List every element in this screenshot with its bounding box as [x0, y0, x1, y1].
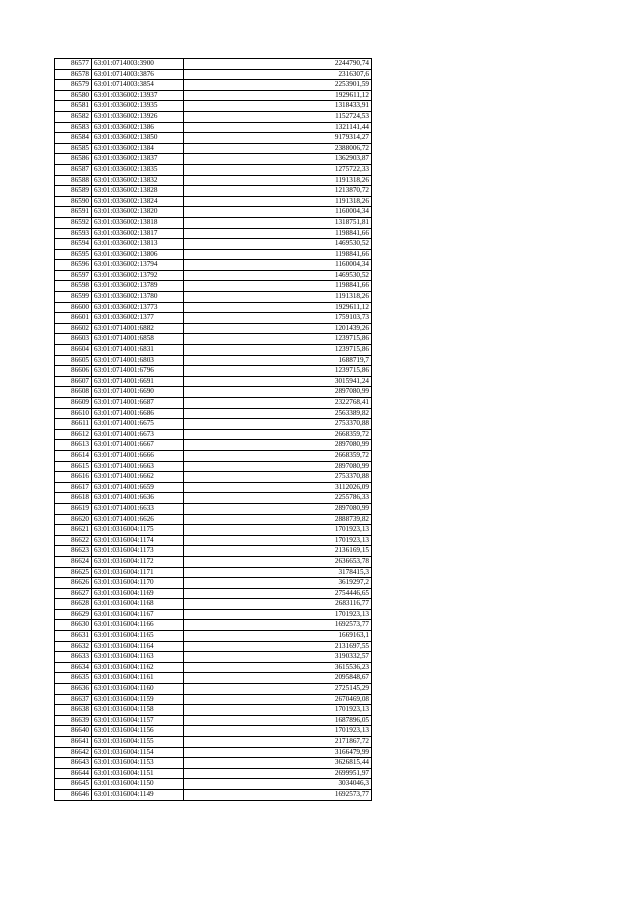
table-row: [55, 578, 372, 589]
row-number-cell: 86611: [55, 419, 92, 430]
table-row: [55, 609, 372, 620]
cadastral-value-cell: 1160004,34: [184, 207, 372, 218]
row-number-cell: 86613: [55, 440, 92, 451]
row-number-cell: 86604: [55, 345, 92, 356]
row-number-cell: 86643: [55, 758, 92, 769]
table-row: [55, 758, 372, 769]
cadastral-number-cell: 63:01:0316004:1170: [92, 578, 184, 589]
cadastral-value-cell: 2754446,65: [184, 588, 372, 599]
table-row: [55, 461, 372, 472]
cadastral-number-cell: 63:01:0316004:1161: [92, 673, 184, 684]
cadastral-value-cell: 1692573,77: [184, 789, 372, 800]
table-row: [55, 419, 372, 430]
table-row: [55, 588, 372, 599]
cadastral-number-cell: 63:01:0336002:13820: [92, 207, 184, 218]
cadastral-value-cell: 1701923,13: [184, 525, 372, 536]
row-number-cell: 86578: [55, 69, 92, 80]
row-number-cell: 86581: [55, 101, 92, 112]
table-row: [55, 122, 372, 133]
table-body: [55, 59, 372, 801]
cadastral-value-cell: 2171867,72: [184, 737, 372, 748]
cadastral-value-cell: 1688719,7: [184, 355, 372, 366]
row-number-cell: 86617: [55, 482, 92, 493]
cadastral-number-cell: 63:01:0714003:3876: [92, 69, 184, 80]
cadastral-value-cell: 3178415,3: [184, 567, 372, 578]
cadastral-value-cell: 3166479,99: [184, 747, 372, 758]
row-number-cell: 86595: [55, 249, 92, 260]
cadastral-number-cell: 63:01:0714001:6691: [92, 376, 184, 387]
cadastral-number-cell: 63:01:0316004:1158: [92, 705, 184, 716]
row-number-cell: 86577: [55, 59, 92, 70]
row-number-cell: 86607: [55, 376, 92, 387]
table-row: [55, 90, 372, 101]
cadastral-value-cell: 2316307,6: [184, 69, 372, 80]
cadastral-value-cell: 1198841,66: [184, 249, 372, 260]
cadastral-number-cell: 63:01:0336002:13935: [92, 101, 184, 112]
cadastral-value-cell: 2683116,77: [184, 599, 372, 610]
cadastral-number-cell: 63:01:0316004:1174: [92, 535, 184, 546]
table-row: [55, 69, 372, 80]
table-row: [55, 207, 372, 218]
cadastral-number-cell: 63:01:0316004:1171: [92, 567, 184, 578]
row-number-cell: 86621: [55, 525, 92, 536]
cadastral-number-cell: 63:01:0316004:1155: [92, 737, 184, 748]
row-number-cell: 86590: [55, 196, 92, 207]
cadastral-value-cell: 3034046,3: [184, 779, 372, 790]
table-row: [55, 535, 372, 546]
cadastral-value-cell: 1469530,52: [184, 270, 372, 281]
cadastral-number-cell: 63:01:0336002:1384: [92, 143, 184, 154]
cadastral-number-cell: 63:01:0336002:13789: [92, 281, 184, 292]
table-row: [55, 556, 372, 567]
cadastral-number-cell: 63:01:0336002:13773: [92, 302, 184, 313]
row-number-cell: 86586: [55, 154, 92, 165]
table-row: [55, 747, 372, 758]
cadastral-number-cell: 63:01:0714001:6858: [92, 334, 184, 345]
cadastral-value-cell: 2255786,33: [184, 493, 372, 504]
table-row: [55, 779, 372, 790]
cadastral-number-cell: 63:01:0336002:13937: [92, 90, 184, 101]
row-number-cell: 86646: [55, 789, 92, 800]
table-row: [55, 737, 372, 748]
table-row: [55, 133, 372, 144]
cadastral-value-cell: 2322768,41: [184, 398, 372, 409]
cadastral-number-cell: 63:01:0714001:6796: [92, 366, 184, 377]
cadastral-number-cell: 63:01:0336002:13780: [92, 292, 184, 303]
row-number-cell: 86589: [55, 186, 92, 197]
row-number-cell: 86641: [55, 737, 92, 748]
cadastral-number-cell: 63:01:0336002:13926: [92, 111, 184, 122]
cadastral-number-cell: 63:01:0316004:1165: [92, 631, 184, 642]
table-row: [55, 662, 372, 673]
row-number-cell: 86645: [55, 779, 92, 790]
table-row: [55, 175, 372, 186]
cadastral-value-cell: 2131697,55: [184, 641, 372, 652]
cadastral-value-cell: 2897080,99: [184, 503, 372, 514]
row-number-cell: 86608: [55, 387, 92, 398]
cadastral-value-cell: 2897080,99: [184, 461, 372, 472]
cadastral-value-cell: 1701923,13: [184, 705, 372, 716]
cadastral-number-cell: 63:01:0316004:1173: [92, 546, 184, 557]
table-row: [55, 503, 372, 514]
cadastral-value-cell: 2095848,67: [184, 673, 372, 684]
cadastral-number-cell: 63:01:0714001:6659: [92, 482, 184, 493]
cadastral-value-cell: 1201439,26: [184, 323, 372, 334]
cadastral-number-cell: 63:01:0316004:1167: [92, 609, 184, 620]
table-row: [55, 196, 372, 207]
cadastral-number-cell: 63:01:0714001:6690: [92, 387, 184, 398]
row-number-cell: 86587: [55, 164, 92, 175]
row-number-cell: 86640: [55, 726, 92, 737]
cadastral-value-cell: 3112026,09: [184, 482, 372, 493]
cadastral-number-cell: 63:01:0336002:13792: [92, 270, 184, 281]
row-number-cell: 86598: [55, 281, 92, 292]
row-number-cell: 86629: [55, 609, 92, 620]
cadastral-value-cell: 2753370,88: [184, 472, 372, 483]
row-number-cell: 86624: [55, 556, 92, 567]
cadastral-value-cell: 2753370,88: [184, 419, 372, 430]
cadastral-value-cell: 1318751,81: [184, 217, 372, 228]
cadastral-value-cell: 1701923,13: [184, 535, 372, 546]
cadastral-value-cell: 1191318,26: [184, 175, 372, 186]
row-number-cell: 86623: [55, 546, 92, 557]
row-number-cell: 86638: [55, 705, 92, 716]
cadastral-value-cell: 2888739,82: [184, 514, 372, 525]
table-row: [55, 366, 372, 377]
cadastral-number-cell: 63:01:0714001:6673: [92, 429, 184, 440]
table-row: [55, 334, 372, 345]
cadastral-number-cell: 63:01:0316004:1172: [92, 556, 184, 567]
row-number-cell: 86625: [55, 567, 92, 578]
table-row: [55, 652, 372, 663]
cadastral-value-cell: 1759103,73: [184, 313, 372, 324]
row-number-cell: 86596: [55, 260, 92, 271]
table-row: [55, 59, 372, 70]
cadastral-number-cell: 63:01:0714001:6882: [92, 323, 184, 334]
cadastral-number-cell: 63:01:0316004:1151: [92, 768, 184, 779]
cadastral-value-cell: 3615536,23: [184, 662, 372, 673]
cadastral-value-cell: 2699951,97: [184, 768, 372, 779]
cadastral-number-cell: 63:01:0714001:6687: [92, 398, 184, 409]
table-row: [55, 398, 372, 409]
table-row: [55, 482, 372, 493]
cadastral-value-cell: 1213870,72: [184, 186, 372, 197]
cadastral-value-cell: 1198841,66: [184, 228, 372, 239]
row-number-cell: 86618: [55, 493, 92, 504]
row-number-cell: 86634: [55, 662, 92, 673]
cadastral-number-cell: 63:01:0714003:3900: [92, 59, 184, 70]
row-number-cell: 86601: [55, 313, 92, 324]
cadastral-number-cell: 63:01:0714001:6663: [92, 461, 184, 472]
table-row: [55, 164, 372, 175]
cadastral-number-cell: 63:01:0316004:1164: [92, 641, 184, 652]
row-number-cell: 86584: [55, 133, 92, 144]
table-row: [55, 408, 372, 419]
row-number-cell: 86630: [55, 620, 92, 631]
table-row: [55, 186, 372, 197]
cadastral-value-cell: 1692573,77: [184, 620, 372, 631]
row-number-cell: 86580: [55, 90, 92, 101]
cadastral-value-cell: 1160004,34: [184, 260, 372, 271]
row-number-cell: 86579: [55, 80, 92, 91]
cadastral-value-cell: 3626815,44: [184, 758, 372, 769]
cadastral-number-cell: 63:01:0316004:1153: [92, 758, 184, 769]
cadastral-number-cell: 63:01:0316004:1157: [92, 715, 184, 726]
table-row: [55, 355, 372, 366]
cadastral-value-cell: 2563389,82: [184, 408, 372, 419]
row-number-cell: 86597: [55, 270, 92, 281]
row-number-cell: 86626: [55, 578, 92, 589]
table-row: [55, 620, 372, 631]
table-row: [55, 143, 372, 154]
row-number-cell: 86582: [55, 111, 92, 122]
cadastral-number-cell: 63:01:0336002:13794: [92, 260, 184, 271]
row-number-cell: 86606: [55, 366, 92, 377]
cadastral-value-cell: 2636653,78: [184, 556, 372, 567]
row-number-cell: 86631: [55, 631, 92, 642]
cadastral-number-cell: 63:01:0714001:6626: [92, 514, 184, 525]
table-row: [55, 694, 372, 705]
row-number-cell: 86603: [55, 334, 92, 345]
table-row: [55, 599, 372, 610]
cadastral-value-cell: 1362903,87: [184, 154, 372, 165]
table-row: [55, 239, 372, 250]
row-number-cell: 86593: [55, 228, 92, 239]
row-number-cell: 86637: [55, 694, 92, 705]
row-number-cell: 86635: [55, 673, 92, 684]
table-row: [55, 111, 372, 122]
cadastral-value-table-container: [54, 58, 372, 801]
table-row: [55, 387, 372, 398]
cadastral-number-cell: 63:01:0336002:1386: [92, 122, 184, 133]
cadastral-value-table: [54, 58, 372, 801]
row-number-cell: 86627: [55, 588, 92, 599]
cadastral-number-cell: 63:01:0714001:6686: [92, 408, 184, 419]
cadastral-number-cell: 63:01:0336002:13837: [92, 154, 184, 165]
cadastral-value-cell: 2668359,72: [184, 429, 372, 440]
table-row: [55, 292, 372, 303]
cadastral-value-cell: 1669163,1: [184, 631, 372, 642]
row-number-cell: 86594: [55, 239, 92, 250]
table-row: [55, 631, 372, 642]
cadastral-number-cell: 63:01:0316004:1150: [92, 779, 184, 790]
table-row: [55, 302, 372, 313]
row-number-cell: 86583: [55, 122, 92, 133]
cadastral-number-cell: 63:01:0336002:13824: [92, 196, 184, 207]
cadastral-number-cell: 63:01:0714003:3854: [92, 80, 184, 91]
row-number-cell: 86619: [55, 503, 92, 514]
cadastral-number-cell: 63:01:0714001:6667: [92, 440, 184, 451]
cadastral-value-cell: 1152724,53: [184, 111, 372, 122]
cadastral-value-cell: 1239715,86: [184, 334, 372, 345]
row-number-cell: 86591: [55, 207, 92, 218]
cadastral-value-cell: 3190332,57: [184, 652, 372, 663]
row-number-cell: 86588: [55, 175, 92, 186]
cadastral-number-cell: 63:01:0714001:6662: [92, 472, 184, 483]
cadastral-value-cell: 2897080,99: [184, 387, 372, 398]
table-row: [55, 228, 372, 239]
table-row: [55, 641, 372, 652]
table-row: [55, 260, 372, 271]
cadastral-number-cell: 63:01:0316004:1149: [92, 789, 184, 800]
cadastral-number-cell: 63:01:0714001:6803: [92, 355, 184, 366]
cadastral-value-cell: 1191318,26: [184, 196, 372, 207]
cadastral-number-cell: 63:01:0316004:1166: [92, 620, 184, 631]
row-number-cell: 86616: [55, 472, 92, 483]
cadastral-number-cell: 63:01:0316004:1163: [92, 652, 184, 663]
cadastral-number-cell: 63:01:0336002:13832: [92, 175, 184, 186]
table-row: [55, 673, 372, 684]
cadastral-value-cell: 1239715,86: [184, 345, 372, 356]
row-number-cell: 86599: [55, 292, 92, 303]
cadastral-number-cell: 63:01:0714001:6675: [92, 419, 184, 430]
table-row: [55, 684, 372, 695]
row-number-cell: 86615: [55, 461, 92, 472]
table-row: [55, 567, 372, 578]
cadastral-number-cell: 63:01:0316004:1162: [92, 662, 184, 673]
cadastral-number-cell: 63:01:0336002:13835: [92, 164, 184, 175]
cadastral-value-cell: 2136169,15: [184, 546, 372, 557]
row-number-cell: 86609: [55, 398, 92, 409]
cadastral-value-cell: 1321141,44: [184, 122, 372, 133]
cadastral-number-cell: 63:01:0316004:1169: [92, 588, 184, 599]
cadastral-number-cell: 63:01:0336002:13850: [92, 133, 184, 144]
cadastral-value-cell: 3619297,2: [184, 578, 372, 589]
cadastral-number-cell: 63:01:0336002:1377: [92, 313, 184, 324]
cadastral-value-cell: 1687896,05: [184, 715, 372, 726]
cadastral-number-cell: 63:01:0336002:13817: [92, 228, 184, 239]
cadastral-number-cell: 63:01:0336002:13813: [92, 239, 184, 250]
row-number-cell: 86612: [55, 429, 92, 440]
cadastral-number-cell: 63:01:0316004:1156: [92, 726, 184, 737]
cadastral-value-cell: 2725145,29: [184, 684, 372, 695]
row-number-cell: 86592: [55, 217, 92, 228]
table-row: [55, 249, 372, 260]
cadastral-value-cell: 1191318,26: [184, 292, 372, 303]
table-row: [55, 217, 372, 228]
cadastral-number-cell: 63:01:0316004:1160: [92, 684, 184, 695]
cadastral-number-cell: 63:01:0714001:6666: [92, 450, 184, 461]
cadastral-value-cell: 1701923,13: [184, 726, 372, 737]
row-number-cell: 86614: [55, 450, 92, 461]
table-row: [55, 101, 372, 112]
table-row: [55, 493, 372, 504]
row-number-cell: 86620: [55, 514, 92, 525]
row-number-cell: 86585: [55, 143, 92, 154]
table-row: [55, 376, 372, 387]
table-row: [55, 429, 372, 440]
row-number-cell: 86639: [55, 715, 92, 726]
table-row: [55, 440, 372, 451]
cadastral-number-cell: 63:01:0714001:6831: [92, 345, 184, 356]
table-row: [55, 726, 372, 737]
row-number-cell: 86644: [55, 768, 92, 779]
table-row: [55, 514, 372, 525]
table-row: [55, 313, 372, 324]
cadastral-number-cell: 63:01:0336002:13818: [92, 217, 184, 228]
row-number-cell: 86633: [55, 652, 92, 663]
table-row: [55, 705, 372, 716]
cadastral-number-cell: 63:01:0316004:1154: [92, 747, 184, 758]
cadastral-value-cell: 1929611,12: [184, 90, 372, 101]
cadastral-value-cell: 3015941,24: [184, 376, 372, 387]
cadastral-number-cell: 63:01:0316004:1159: [92, 694, 184, 705]
cadastral-value-cell: 9179314,27: [184, 133, 372, 144]
table-row: [55, 768, 372, 779]
cadastral-number-cell: 63:01:0336002:13828: [92, 186, 184, 197]
cadastral-value-cell: 1198841,66: [184, 281, 372, 292]
table-row: [55, 450, 372, 461]
cadastral-value-cell: 2253901,59: [184, 80, 372, 91]
cadastral-number-cell: 63:01:0316004:1168: [92, 599, 184, 610]
cadastral-value-cell: 1929611,12: [184, 302, 372, 313]
row-number-cell: 86642: [55, 747, 92, 758]
cadastral-value-cell: 1701923,13: [184, 609, 372, 620]
cadastral-number-cell: 63:01:0714001:6636: [92, 493, 184, 504]
row-number-cell: 86602: [55, 323, 92, 334]
row-number-cell: 86622: [55, 535, 92, 546]
cadastral-value-cell: 2897080,99: [184, 440, 372, 451]
table-row: [55, 154, 372, 165]
cadastral-value-cell: 1318433,91: [184, 101, 372, 112]
cadastral-value-cell: 1469530,52: [184, 239, 372, 250]
row-number-cell: 86628: [55, 599, 92, 610]
row-number-cell: 86605: [55, 355, 92, 366]
cadastral-number-cell: 63:01:0316004:1175: [92, 525, 184, 536]
cadastral-number-cell: 63:01:0714001:6633: [92, 503, 184, 514]
table-row: [55, 281, 372, 292]
cadastral-value-cell: 1239715,86: [184, 366, 372, 377]
table-row: [55, 789, 372, 800]
table-row: [55, 80, 372, 91]
row-number-cell: 86636: [55, 684, 92, 695]
table-row: [55, 546, 372, 557]
table-row: [55, 345, 372, 356]
cadastral-value-cell: 2670469,08: [184, 694, 372, 705]
cadastral-value-cell: 2244790,74: [184, 59, 372, 70]
row-number-cell: 86610: [55, 408, 92, 419]
row-number-cell: 86600: [55, 302, 92, 313]
row-number-cell: 86632: [55, 641, 92, 652]
cadastral-value-cell: 2388006,72: [184, 143, 372, 154]
cadastral-number-cell: 63:01:0336002:13806: [92, 249, 184, 260]
cadastral-value-cell: 2668359,72: [184, 450, 372, 461]
table-row: [55, 525, 372, 536]
cadastral-value-cell: 1275722,33: [184, 164, 372, 175]
table-row: [55, 270, 372, 281]
table-row: [55, 472, 372, 483]
table-row: [55, 323, 372, 334]
table-row: [55, 715, 372, 726]
